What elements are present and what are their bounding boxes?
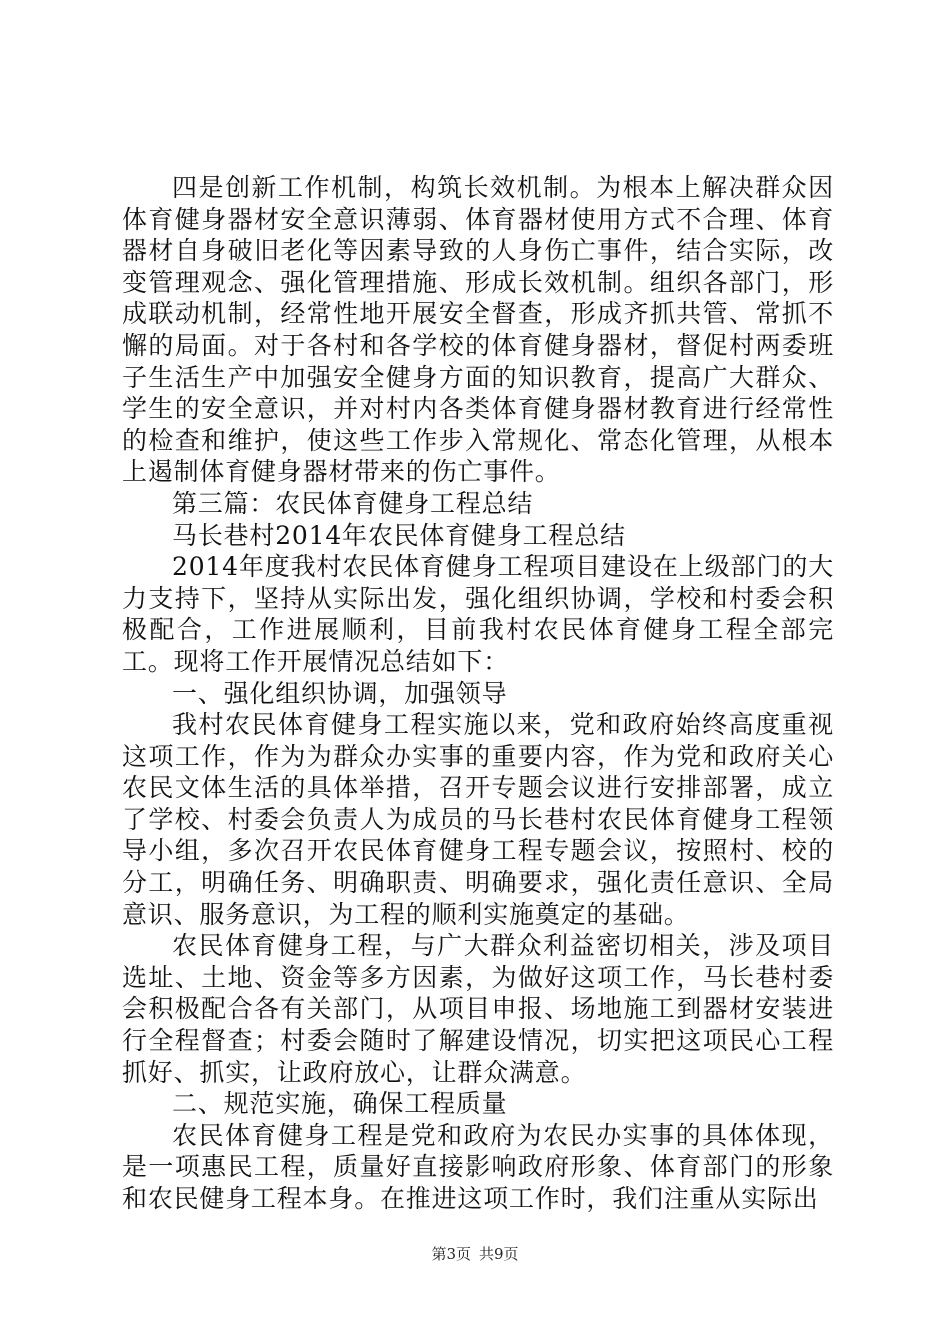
page-footer: [0, 1244, 950, 1264]
page-number-total: 共9页: [479, 1245, 519, 1263]
page-number-current: 第3页: [431, 1245, 471, 1263]
section-heading-two: 二、规范实施，确保工程质量: [172, 1089, 508, 1119]
paragraph-leadership: 我村农民体育健身工程实施以来，党和政府始终高度重视这项工作，作为为群众办实事的重要内容，作为党和政府关心农民文体生活的具体举措，召开专题会议进行安排部署，成立了学校、村委会负责人为成员的马长巷村农民体育健身工程领导小组，多次召开农民体育健身工程专题会议，按照村、校的分工，明确任务、明确职责、明确要求，强化责任意识、全局意识、服务意识，为工程的顺利实施奠定的基础。: [122, 710, 834, 929]
paragraph-cooperation: 农民体育健身工程，与广大群众利益密切相关，涉及项目选址、土地、资金等多方因素，为做好这项工作，马长巷村委会积极配合各有关部门，从项目申报、场地施工到器材安装进行全程督查；村委会随时了解建设情况，切实把这项民心工程抓好、抓实，让政府放心，让群众满意。: [122, 931, 834, 1087]
section-heading-part-three: 第三篇：农民体育健身工程总结: [172, 488, 534, 518]
document-body: [122, 172, 834, 1215]
paragraph-mechanism: 四是创新工作机制，构筑长效机制。为根本上解决群众因体育健身器材安全意识薄弱、体育器材使用方式不合理、体育器材自身破旧老化等因素导致的人身伤亡事件，结合实际，改变管理观念、强化管理措施、形成长效机制。组织各部门，形成联动机制，经常性地开展安全督查，形成齐抓共管、常抓不懈的局面。对于各村和各学校的体育健身器材，督促村两委班子生活生产中加强安全健身方面的知识教育，提高广大群众、学生的安全意识，并对村内各类体育健身器材教育进行经常性的检查和维护，使这些工作步入常规化、常态化管理，从根本上遏制体育健身器材带来的伤亡事件。: [122, 173, 834, 487]
document-subtitle: 马长巷村2014年农民体育健身工程总结: [172, 520, 626, 550]
paragraph-intro: 2014年度我村农民体育健身工程项目建设在上级部门的大力支持下，坚持从实际出发，强化组织协调，学校和村委会积极配合，工作进展顺利，目前我村农民体育健身工程全部完工。现将工作开展情况总结如下：: [122, 552, 834, 676]
paragraph-quality: 农民体育健身工程是党和政府为农民办实事的具体体现，是一项惠民工程，质量好直接影响政府形象、体育部门的形象和农民健身工程本身。在推进这项工作时，我们注重从实际出: [122, 1120, 834, 1213]
section-heading-one: 一、强化组织协调，加强领导: [172, 678, 508, 708]
